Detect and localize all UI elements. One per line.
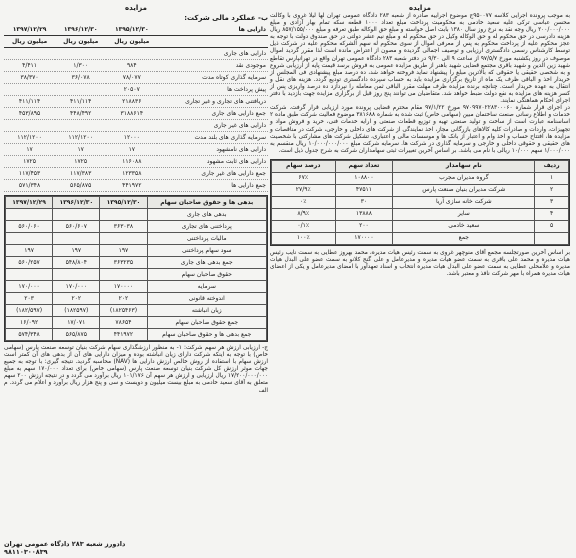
- liability-value-1: ۳۶۳۲۳۵: [100, 257, 147, 269]
- shareholder-percent: ۱۰۰٪: [272, 232, 336, 244]
- notice-right-column: [270, 4, 570, 556]
- shareholder-row-num: ۵: [535, 220, 569, 232]
- shareholder-count: ۱۰۸۸۰۰: [335, 172, 393, 184]
- asset-row: [4, 168, 268, 180]
- liability-value-1: ۴۴۱۹۷۲: [100, 329, 147, 341]
- liability-value-1: ۱۷۰۰۰۰: [100, 281, 147, 293]
- liability-value-1: ۲۰۲: [100, 293, 147, 305]
- asset-value-2: ۵۶۵/۸۷۵: [55, 180, 106, 192]
- liabilities-header-row: [6, 197, 267, 209]
- liability-row: [6, 233, 267, 245]
- shareholders-col-name: نام سهامدار: [393, 160, 535, 172]
- asset-row: [4, 96, 268, 108]
- asset-label: دارایی های نامشهود: [157, 144, 268, 156]
- assets-unit-1: میلیون ریال: [106, 36, 157, 48]
- liability-value-2: ۱۷۰/۰۰۰: [53, 281, 100, 293]
- shareholder-percent: ۰٪: [272, 196, 336, 208]
- liabilities-col-2: ۱۳۹۶/۱۲/۳۰: [53, 197, 100, 209]
- liability-row: [6, 209, 267, 221]
- liability-row: [6, 221, 267, 233]
- liability-value-3: [6, 269, 53, 281]
- liability-row: [6, 293, 267, 305]
- shareholder-count: ۱۳۸۸۸: [335, 208, 393, 220]
- asset-value-3: ۱۷: [4, 144, 55, 156]
- assets-table: [4, 24, 268, 192]
- assets-col-3: ۱۳۹۷/۱۲/۲۹: [4, 24, 55, 36]
- liability-label: بدهی های جاری: [147, 209, 266, 221]
- liability-value-2: [53, 269, 100, 281]
- liability-label: مالیات پرداختنی: [147, 233, 266, 245]
- assets-unit-row: [4, 36, 268, 48]
- asset-value-2: ۱۱۷/۳۸۳: [55, 168, 106, 180]
- notice-header: مزایده: [409, 4, 431, 12]
- asset-value-2: [55, 84, 106, 96]
- liability-row: [6, 305, 267, 317]
- shareholder-row: [272, 184, 569, 196]
- liability-value-3: ۱۷۰/۰۰۰: [6, 281, 53, 293]
- notice-body-2: در اجرای قرار شماره ۹۷۰۹۹۷۰۲۲۸۳۰۰۰۶۰ مورخ ۹۷/۱/۲۲ مقام محترم قضایی پرونده مورد ارزیابی قرار گرفت. شرکت خدمات و اطلاع رسانی صنعت ساختمان مبین (سهامی خاص) ثبت شده به شماره ۳۸۱۶۸۸ موضوع فعالیت شرکت طبق ماده ۲ اساسنامه عبارت است از ساخت و تولید صنعتی تهیه و توزیع قطعات صنعتی و ارایه خدمات فنی، خرید و فروش مواد و تجهیزات، واردات و صادرات کلیه کالاهای بازرگانی مجاز، اخذ نمایندگی از شرکت های داخلی و خارجی، شرکت در مناقصات و مزایده ها، افتتاح حساب و اخذ وام و اعتبار از بانک ها و موسسات مالی و اعتباری، تشکیل شرکت های مشارکتی با شخصیت های حقیقی و حقوقی داخلی و خارجی و سرمایه گذاری در شرکت ها. سرمایه شرکت مبلغ ۱۰/۰۰۰/۰۰۰/۰۰۰ ریال منقسم به ۱/۰۰۰/۰۰۰ سهم ۱۰/۰۰۰ ریالی با نام می باشد. بر اساس آخرین تغییرات ثبتی سهامداران شرکت به شرح جدول ذیل است.: [270, 105, 570, 154]
- assets-body: [4, 48, 268, 192]
- asset-row: [4, 60, 268, 72]
- asset-label: پیش پرداخت ها: [157, 84, 268, 96]
- liability-value-3: ۵۶۰/۰۶۰: [6, 221, 53, 233]
- liability-value-2: [53, 233, 100, 245]
- asset-value-3: [4, 48, 55, 60]
- asset-value-1: ۲۱۸۸۳۶: [106, 96, 157, 108]
- asset-label: سرمایه گذاری های بلند مدت: [157, 132, 268, 144]
- asset-value-1: [106, 48, 157, 60]
- liability-label: سرمایه: [147, 281, 266, 293]
- financial-subtitle: ب- عملکرد مالی شرکت:: [184, 14, 268, 22]
- assets-unit-3: میلیون ریال: [4, 36, 55, 48]
- shareholders-col-row-num: ردیف: [535, 160, 569, 172]
- asset-value-3: ۳۸/۳۷۰: [4, 72, 55, 84]
- shareholder-count: ۱۷۰۰۰۰: [335, 232, 393, 244]
- assets-col-2: ۱۳۹۶/۱۲/۳۰: [55, 24, 106, 36]
- liability-value-3: ۲۰۳: [6, 293, 53, 305]
- liability-label: جمع بدهی های جاری: [147, 257, 266, 269]
- asset-row: [4, 156, 268, 168]
- liability-label: اندوخته قانونی: [147, 293, 266, 305]
- shareholders-col-percent: درصد سهام: [272, 160, 336, 172]
- shareholder-percent: ۸/۹٪: [272, 208, 336, 220]
- liability-value-2: (۱۸۲۵۹۷): [53, 305, 100, 317]
- liability-value-2: ۱۷/۰۷۱: [53, 317, 100, 329]
- asset-row: [4, 84, 268, 96]
- asset-value-3: [4, 84, 55, 96]
- asset-value-1: [106, 120, 157, 132]
- asset-label: دریافتنی های تجاری و غیر تجاری: [157, 96, 268, 108]
- liability-label: سود سهام پرداختنی: [147, 245, 266, 257]
- asset-value-3: ۱۱۲/۱۲۰۰: [4, 132, 55, 144]
- assets-title: دارایی ها: [157, 24, 268, 36]
- liability-value-2: ۱۹۷: [53, 245, 100, 257]
- liabilities-title: بدهی ها و حقوق صاحبان سهام: [147, 197, 266, 209]
- liability-value-3: ۱۹۷: [6, 245, 53, 257]
- liability-value-3: ۵۷۴/۳۴۸: [6, 329, 53, 341]
- asset-value-2: ۱۱۲/۱۲۰۰: [55, 132, 106, 144]
- shareholder-percent: ۶۷٪: [272, 172, 336, 184]
- financial-title: مزایده: [125, 4, 147, 12]
- shareholder-name: سایر: [393, 208, 535, 220]
- shareholder-row-num: [535, 232, 569, 244]
- shareholder-row: [272, 232, 569, 244]
- asset-value-3: ۱۱۷/۴۵۳: [4, 168, 55, 180]
- asset-value-2: ۴۴۸/۴۹۲: [55, 108, 106, 120]
- asset-value-2: [55, 48, 106, 60]
- shareholder-count: ۴۷۵۱۱: [335, 184, 393, 196]
- liability-value-3: (۱۸۲/۵۹۷): [6, 305, 53, 317]
- asset-value-1: ۱۲۰۰۰: [106, 132, 157, 144]
- asset-value-1: ۹۸۴: [106, 60, 157, 72]
- asset-row: [4, 132, 268, 144]
- asset-label: دارایی های جاری: [157, 48, 268, 60]
- asset-value-2: ۱۷: [55, 144, 106, 156]
- shareholders-col-count: تعداد سهم: [335, 160, 393, 172]
- asset-label: سرمایه گذاری کوتاه مدت: [157, 72, 268, 84]
- asset-value-3: ۴۱۱/۱۱۴: [4, 96, 55, 108]
- liabilities-col-3: ۱۳۹۷/۱۲/۲۹: [6, 197, 53, 209]
- financial-column: [4, 4, 268, 556]
- liability-value-2: ۵۶۰/۶۰۷: [53, 221, 100, 233]
- liability-label: جمع حقوق صاحبان سهام: [147, 317, 266, 329]
- shareholder-name: جمع: [393, 232, 535, 244]
- liability-value-3: [6, 233, 53, 245]
- asset-row: [4, 48, 268, 60]
- liability-row: [6, 281, 267, 293]
- asset-value-1: ۲۰۵۰۷: [106, 84, 157, 96]
- liability-value-1: ۱۹۷: [100, 245, 147, 257]
- shareholder-count: ۳۰: [335, 196, 393, 208]
- liability-value-1: ۳۶۳۰۳۸: [100, 221, 147, 233]
- asset-value-3: [4, 120, 55, 132]
- asset-value-3: ۱۷۲۵: [4, 156, 55, 168]
- asset-value-1: ۱۷: [106, 144, 157, 156]
- liability-value-2: ۵۶۵/۸۷۵: [53, 329, 100, 341]
- liability-value-1: (۱۸۲۵۴۶۳): [100, 305, 147, 317]
- assets-header-row: [4, 24, 268, 36]
- asset-label: دارایی های غیر جاری: [157, 120, 268, 132]
- shareholder-name: شرکت مدیران بنیان صنعت پارس: [393, 184, 535, 196]
- shareholder-row: [272, 172, 569, 184]
- liability-value-1: ۷۸۶۵۴: [100, 317, 147, 329]
- liability-row: [6, 269, 267, 281]
- notice-body-3: بر اساس آخرین صورتجلسه مجمع آقای منوچهر غروی به سمت رئیس هیات مدیره، محمد بهروز عطایی به سمت نایب رئیس هیات مدیره و محمد علی باقری به سمت عضو هیات مدیره و مدیرعامل و علی گنج کلانو به سمت عضو علی البدل هیات مدیره و علامحلی عطایی به سمت عضو علی البدل هیات مدیره انتخاب و اسناد تعهدآور با امضای مدیرعامل و یکی از اعضای هیات مدیره همراه با مهر شرکت نافذ و معتبر باشد.: [270, 249, 570, 278]
- notice-footer: [4, 540, 268, 556]
- asset-value-1: ۷۸/۰۷۷: [106, 72, 157, 84]
- liability-value-1: [100, 233, 147, 245]
- liability-label: حقوق صاحبان سهام: [147, 269, 266, 281]
- asset-row: [4, 108, 268, 120]
- assets-unit-2: میلیون ریال: [55, 36, 106, 48]
- shareholder-percent: ۲۷/۹٪: [272, 184, 336, 196]
- asset-label: موجودی نقد: [157, 60, 268, 72]
- liability-value-2: ۲۰۲: [53, 293, 100, 305]
- asset-value-2: ۴۱۱/۱۱۴: [55, 96, 106, 108]
- liability-row: [6, 257, 267, 269]
- liability-value-3: ۵۶۰/۲۵۷: [6, 257, 53, 269]
- liability-value-1: [100, 269, 147, 281]
- liability-row: [6, 329, 267, 341]
- shareholder-row-num: ۴: [535, 208, 569, 220]
- asset-value-1: ۴۴۱۹۷۲: [106, 180, 157, 192]
- footer-code: ۹۸۱۱۰۳۰۰۸۳۹: [4, 548, 48, 556]
- liability-value-1: [100, 209, 147, 221]
- liability-value-3: [6, 209, 53, 221]
- liability-value-2: [53, 209, 100, 221]
- shareholder-row-num: ۱: [535, 172, 569, 184]
- asset-value-1: ۱۱۶۰۸۸: [106, 156, 157, 168]
- shareholder-row: [272, 196, 569, 208]
- shareholder-row: [272, 220, 569, 232]
- liability-value-3: ۱۶/۰۹۲: [6, 317, 53, 329]
- liabilities-table: [5, 196, 267, 341]
- shareholders-body: [272, 172, 569, 244]
- asset-row: [4, 120, 268, 132]
- shareholder-row: [272, 208, 569, 220]
- liability-label: پرداختنی های تجاری: [147, 221, 266, 233]
- shareholder-name: گروه مدیران مجرب: [393, 172, 535, 184]
- liabilities-col-1: ۱۳۹۵/۱۲/۳۰: [100, 197, 147, 209]
- asset-value-2: ۱/۳۰۰: [55, 60, 106, 72]
- liability-value-2: ۵۴۸/۸۰۴: [53, 257, 100, 269]
- shareholder-count: ۲۰۰: [335, 220, 393, 232]
- shareholders-header-row: [272, 160, 569, 172]
- asset-value-3: ۴/۴۱۱: [4, 60, 55, 72]
- asset-row: [4, 72, 268, 84]
- liabilities-table-box: [4, 195, 268, 342]
- valuation-notes: ج- ارزیابی ارزش هر سهم شرکت: ۱- به منظور ارزشگذاری سهام شرکت بنیان توسعه صنعت پارس (سهامی خاص) با توجه به اینکه شرکت دارای زیان انباشته بوده و میزان دارایی های آن از بدهی های آن کمتر است ارزش سهام با استفاده از روش خالص ارزش دارایی ها (NAV) محاسبه گردید. نتیجه گیری: با توجه به جمیع جهات موثر ارزش کل شرکت بنیان توسعه صنعت پارس (سهامی خاص) برای تعداد ۱۷۰/۰۰۰ سهم به مبلغ ۱۷/۲۰۰/۰۰۰/۰۰۰ ریال ارزیابی و ارزش هر سهم آن ۱۰۱/۱۷۶ ریال برآورد می گردد و در نتیجه ارزش ۲۰۰ سهم متعلق به آقای سعید خادمی به مبلغ بیست میلیون و دویست و سی و پنج هزار ریال برآورد و اعلام می گردد. م الف: [4, 345, 269, 394]
- asset-value-3: ۴۵۳/۸۹۵: [4, 108, 55, 120]
- asset-value-3: ۵۷۱/۳۴۸: [4, 180, 55, 192]
- asset-row: [4, 180, 268, 192]
- shareholders-table: [270, 159, 570, 246]
- asset-label: دارایی های ثابت مشهود: [157, 156, 268, 168]
- shareholder-percent: ۰/۱٪: [272, 220, 336, 232]
- shareholder-row-num: ۳: [535, 196, 569, 208]
- liability-row: [6, 245, 267, 257]
- liability-label: زیان انباشته: [147, 305, 266, 317]
- shareholder-name: سعید خادمی: [393, 220, 535, 232]
- assets-col-1: ۱۳۹۵/۱۲/۳۰: [106, 24, 157, 36]
- liabilities-body: [6, 209, 267, 341]
- footer-signature: دادورز شعبه ۲۸۳ دادگاه عمومی تهران: [4, 540, 126, 548]
- asset-value-1: ۱۲۳۳۵۸: [106, 168, 157, 180]
- liability-label: جمع بدهی ها و حقوق صاحبان سهام: [147, 329, 266, 341]
- asset-label: جمع دارایی های جاری: [157, 108, 268, 120]
- asset-label: جمع دارایی ها: [157, 180, 268, 192]
- shareholder-row-num: ۲: [535, 184, 569, 196]
- notice-intro: به موجب پرونده اجرایی کلاسه ۹۵۰۰۷۷ج موضوع اجراییه صادره از شعبه ۲۸۳ دادگاه عمومی تهران لها لیلا غروی با وکالت محسن عباسی ترکی علیه سعید خادمی به محکومیت پرداخت مبلغ تعداد ۱۰۰۰ قطعه سکه تمام بهار آزادی و مبلغ ۲۰۰/۰۰۰/۰۰۰ ریال وجه نقد به نرخ روز سال ۱۳۸۰ بابت اصل خواسته و مبلغ حق الوکاله طبق تعرفه و مبلغ ۸۵۷/۱۵۵/۰۰۰ ریال هزینه دادرسی در حق محکوم له و حق الوکاله وکیل در حق محکوم له و مبلغ نیم عشر دولتی در حق صندوق دولت با توجه به عجز محکوم علیه از پرداخت محکوم به پس از معرفی اموال از سوی محکوم له سهم الشرکه محکوم علیه در شرکت ذیل توسط کارشناس رسمی دادگستری ارزیابی و توصیف اجمالی گردیده و مصون از اعتراض مانده است لذا مقرر گردید اموال موصوف در روز یکشنبه مورخ ۹۷/۵/۷ از ساعت ۹ الی ۹/۳۰ در دفتر شعبه ۲۸۳ دادگاه عمومی تهران واقع در تهرانپارس تقاطع شهید زین الدین و شهید باقری مجتمع قضایی شهید باهنر از طریق مزایده عمومی به فروش برسد قیمت پایه از ارزیابی شروع و به شخصی حقیقی یا حقوقی که بالاترین مبلغ را پیشنهاد نماید فروخته خواهد شد، ده درصد مبلغ پیشنهادی فی المجلس از خریدار اخذ و الباقی ظرف یک ماه از تاریخ برگزاری مزایده باید به حساب سپرده دادگستری تودیع گردد. هزینه های نقل و انتقال به عهده خریدار است. چنانچه برنده مزایده ظرف مهلت مقرر الباقی ثمن معامله را نپردازد ده درصد واریزی پس از کسر هزینه های مزایده به نفع دولت ضبط خواهد شد. متقاضیان می توانند پنج روز قبل از برگزاری مزایده جهت بازدید با دفتر اجرای احکام هماهنگی نمایند.: [270, 13, 570, 105]
- asset-value-2: ۳۶/۰۷۸: [55, 72, 106, 84]
- liability-row: [6, 317, 267, 329]
- asset-label: جمع دارایی های غیر جاری: [157, 168, 268, 180]
- asset-value-2: ۱۷۲۵: [55, 156, 106, 168]
- shareholder-name: شرکت خانه سازی آریا: [393, 196, 535, 208]
- asset-value-1: ۳۱۸۸۶۱۴: [106, 108, 157, 120]
- asset-row: [4, 144, 268, 156]
- asset-value-2: [55, 120, 106, 132]
